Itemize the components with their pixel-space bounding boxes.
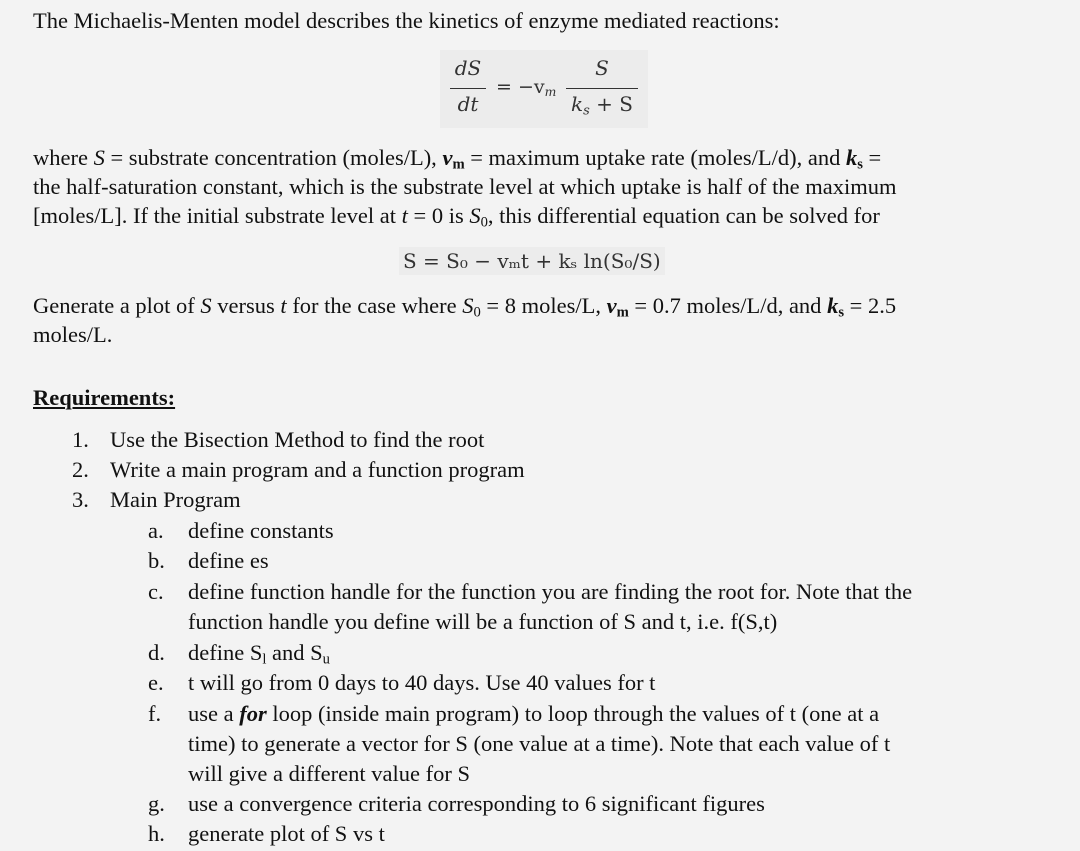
sub-item-h: h. generate plot of S vs t — [148, 821, 385, 846]
para1-line1: where S = substrate concentration (moles/L), $v_m$ = maximum uptake rate (moles/L/d), and $k_s$ = — [33, 145, 882, 173]
requirement-item-1: 1. Use the Bisection Method to find the root — [72, 427, 485, 452]
intro-text: The Michaelis-Menten model describes the kinetics of enzyme mediated reactions: — [33, 8, 780, 33]
eq1-middle: = $-v_m$ — [496, 76, 557, 100]
eq1-rhs-fraction-bar — [566, 88, 638, 89]
sub-item-e: e. t will go from 0 days to 40 days. Use 40 values for t — [148, 670, 656, 695]
sub-item-f-line1: f. use a for loop (inside main program) to loop through the values of t (one at a — [148, 701, 880, 726]
michaelis-menten-equation — [440, 50, 648, 128]
para2-line1: Generate a plot of S versus t for the case where $S_0 = 8$ moles/L, $v_m = 0.7$ moles/L/d, and $k_s = 2.5$ — [33, 293, 897, 321]
requirement-item-2: 2. Write a main program and a function program — [72, 457, 525, 482]
sub-item-f-line2: time) to generate a vector for S (one value at a time). Note that each value of t — [188, 731, 891, 756]
para2-line2: moles/L. — [33, 322, 113, 347]
requirements-heading: Requirements: — [33, 385, 176, 410]
eq1-rhs-denominator: $k_s + S$ — [571, 92, 633, 119]
sub-item-g: g. use a convergence criteria corresponding to 6 significant figures — [148, 791, 765, 816]
sub-item-a: a. define constants — [148, 518, 334, 543]
eq1-rhs-numerator: S — [595, 56, 609, 80]
eq1-lhs-numerator: dS — [454, 56, 482, 80]
eq1-lhs-denominator: dt — [457, 92, 479, 116]
sub-item-c-line2: function handle you define will be a function of S and t, i.e. f(S,t) — [188, 609, 778, 634]
para1-line3: [moles/L]. If the initial substrate level at t = 0 is $S_0$, this differential equation can be solved for — [33, 203, 880, 231]
requirement-item-3: 3. Main Program — [72, 487, 241, 512]
sub-item-b: b. define es — [148, 548, 269, 573]
sub-item-f-line3: will give a different value for S — [188, 761, 470, 786]
sub-item-c-line1: c. define function handle for the function you are finding the root for. Note that the — [148, 579, 913, 604]
eq1-lhs-fraction-bar — [450, 88, 486, 89]
sub-item-d: d. define $S_l$ and $S_u$ — [148, 640, 330, 668]
solution-equation: S = S₀ − vₘt + kₛ ln(S₀/S) — [399, 247, 665, 275]
para1-line2: the half-saturation constant, which is the substrate level at which uptake is half of the maximum — [33, 174, 897, 199]
